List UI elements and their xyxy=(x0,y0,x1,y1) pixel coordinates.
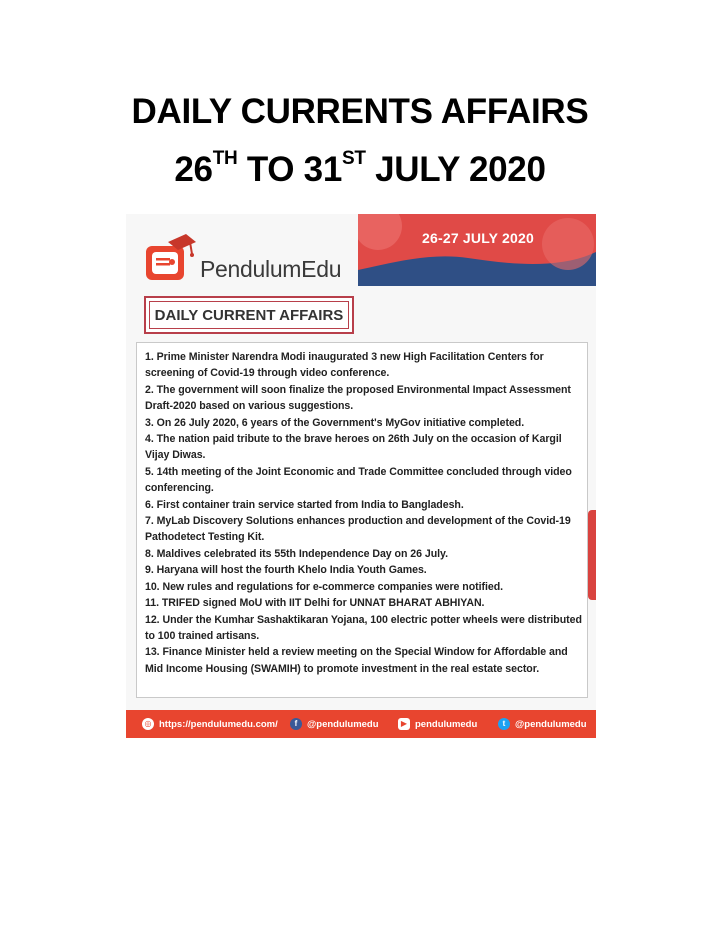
news-item: 5. 14th meeting of the Joint Economic and Trade Committee concluded through video conferencing. xyxy=(145,465,572,495)
facebook-icon: f xyxy=(290,718,302,730)
news-item: 10. New rules and regulations for e-commerce companies were notified. xyxy=(145,580,504,593)
news-item: 7. MyLab Discovery Solutions enhances production and development of the Covid-19 Pathodetect Testing Kit. xyxy=(145,515,571,544)
footer-bar xyxy=(126,710,596,738)
twitter-icon: t xyxy=(498,718,510,730)
news-item: 1. Prime Minister Narendra Modi inaugurated 3 new High Facilitation Centers for screening of Covid-19 through video conference. xyxy=(145,351,544,380)
section-label-box xyxy=(144,296,354,334)
pendulumedu-logo xyxy=(144,232,354,292)
section-label: DAILY CURRENT AFFAIRS xyxy=(154,307,344,324)
footer-website-text: https://pendulumedu.com/ xyxy=(159,718,278,730)
footer-website[interactable] xyxy=(142,717,278,731)
logo-text-edu: Edu xyxy=(301,256,342,282)
youtube-icon: ▶ xyxy=(398,718,410,730)
logo-text xyxy=(200,256,341,283)
news-item: 11. TRIFED signed MoU with IIT Delhi for UNNAT BHARAT ABHIYAN. xyxy=(145,597,485,610)
current-affairs-card xyxy=(126,214,596,738)
document-title xyxy=(0,88,720,194)
footer-facebook[interactable] xyxy=(290,717,379,731)
footer-youtube-text: pendulumedu xyxy=(415,718,478,730)
side-accent-strip xyxy=(588,510,596,600)
news-panel xyxy=(136,342,588,698)
title-start-day: 26 xyxy=(174,150,213,189)
title-line-2 xyxy=(0,146,720,194)
news-list xyxy=(145,349,585,677)
title-end-suffix: ST xyxy=(342,148,366,170)
title-month-year: JULY 2020 xyxy=(375,150,546,189)
news-item: 13. Finance Minister held a review meeting on the Special Window for Affordable and Mid Income Housing (SWAMIH) to promote investment in the real estate sector. xyxy=(145,646,568,675)
news-item: 12. Under the Kumhar Sashaktikaran Yojana, 100 electric potter wheels were distributed to 100 trained artisans. xyxy=(145,613,582,642)
title-line-1: DAILY CURRENTS AFFAIRS xyxy=(131,92,589,131)
news-item: 9. Haryana will host the fourth Khelo India Youth Games. xyxy=(145,564,427,577)
footer-twitter[interactable] xyxy=(498,717,587,731)
date-range: 26-27 JULY 2020 xyxy=(422,230,534,246)
globe-icon: ◎ xyxy=(142,718,154,730)
news-item: 4. The nation paid tribute to the brave heroes on 26th July on the occasion of Kargil Vijay Diwas. xyxy=(145,433,562,462)
footer-twitter-text: @pendulumedu xyxy=(515,718,587,730)
news-item: 3. On 26 July 2020, 6 years of the Government's MyGov initiative completed. xyxy=(145,416,525,429)
news-item: 6. First container train service started from India to Bangladesh. xyxy=(145,498,464,511)
news-item: 8. Maldives celebrated its 55th Independence Day on 26 July. xyxy=(145,547,448,560)
date-banner xyxy=(358,214,596,286)
logo-text-pendulum: Pendulum xyxy=(200,256,302,282)
footer-youtube[interactable] xyxy=(398,717,477,731)
logo-mark-icon xyxy=(144,232,198,286)
title-start-suffix: TH xyxy=(212,148,238,170)
footer-facebook-text: @pendulumedu xyxy=(307,718,379,730)
title-to-day: TO 31 xyxy=(246,150,342,189)
news-item: 2. The government will soon finalize the proposed Environmental Impact Assessment Draft-2020 based on various suggestions. xyxy=(145,383,571,413)
